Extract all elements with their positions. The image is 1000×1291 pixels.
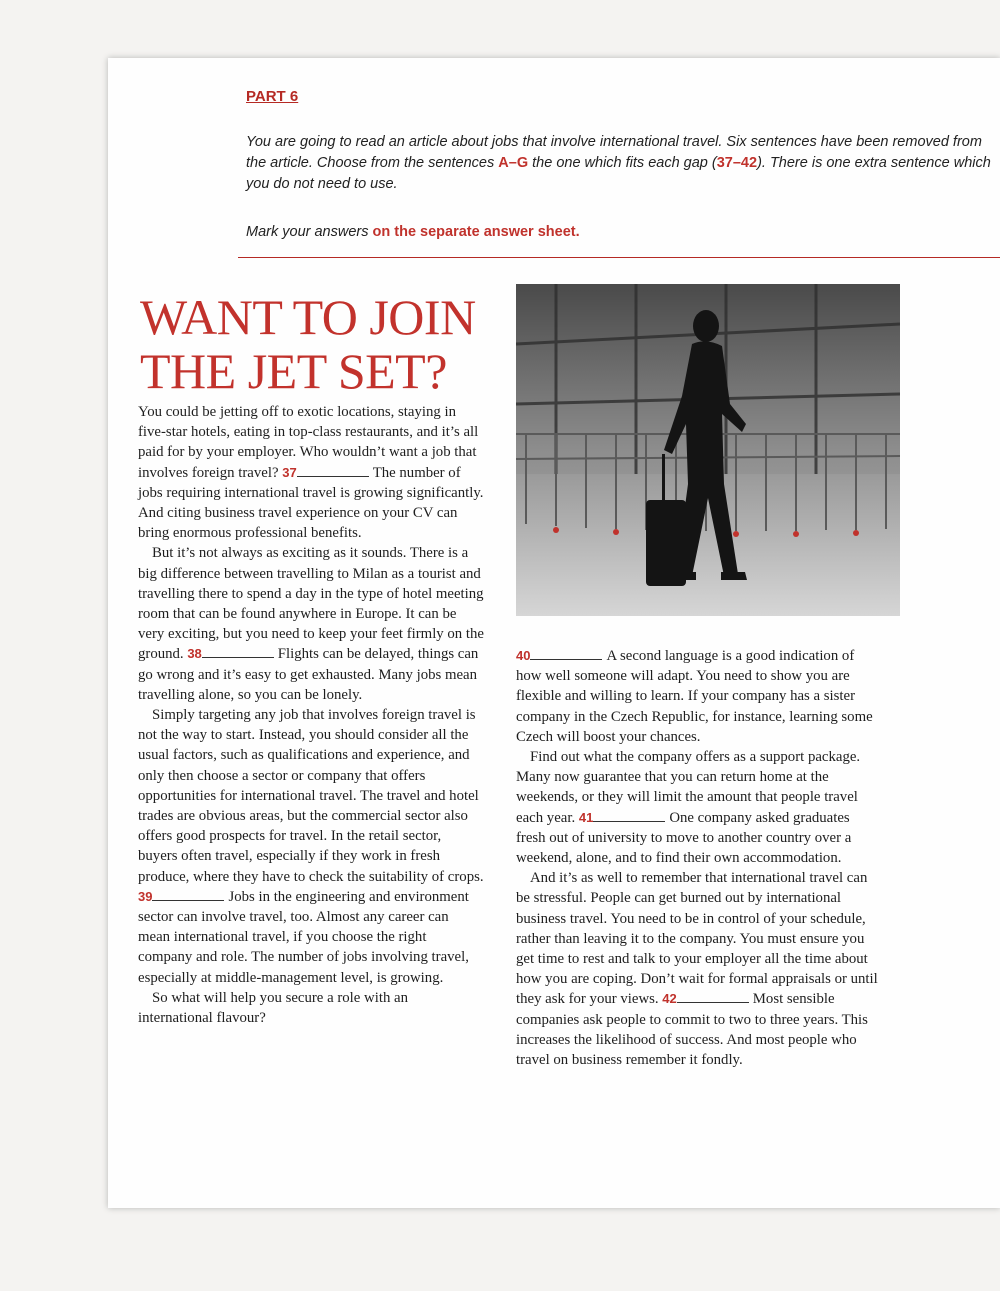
instructions: You are going to read an article about jobs that involve international travel. Six sentences have been removed from the article. Choose from the sentences A–G the one which fits each gap (37–42). There is one extra sentence which you do not need to use. <box>246 134 991 192</box>
gap-42-number: 42 <box>662 991 677 1007</box>
gap-39-number: 39 <box>138 888 153 904</box>
paragraph-4-end: 40 A second language is a good indication of how well someone will adapt. You need to show you are flexible and willing to learn. If your company has a sister company in the Czech Republic, for instance, learning some Czech will boost your chances. <box>516 648 873 745</box>
article-column-right <box>516 646 878 1070</box>
paragraph-2: But it’s not always as exciting as it sounds. There is a big difference between travelling to Milan as a tourist and travelling there to spend a day in the type of hotel meeting room that can be found anywhere in Europe. It can be very exciting, but you need to keep your feet firmly on the ground. 38 Flights can be delayed, things can go wrong and it’s easy to get exhausted. Many jobs mean travelling alone, so you can be lonely. <box>138 545 484 703</box>
gap-37-number: 37 <box>282 464 297 480</box>
gap-40-blank[interactable] <box>530 648 602 660</box>
divider <box>238 257 1000 258</box>
gap-41-blank[interactable] <box>593 810 665 822</box>
mark-instruction: Mark your answers on the separate answer sheet. <box>246 224 580 240</box>
paragraph-1: You could be jetting off to exotic locations, staying in five-star hotels, eating in top-class restaurants, and it’s all paid for by your employer. Who wouldn’t want a job that involves foreign travel? 37 The number of jobs requiring international travel is growing significantly. And citing business travel experience on your CV can bring enormous professional benefits. <box>138 404 484 542</box>
gap-39-blank[interactable] <box>152 889 224 901</box>
businessman-photo <box>516 284 900 616</box>
paragraph-4-start: So what will help you secure a role with an international flavour? <box>138 989 409 1027</box>
gap-38-number: 38 <box>187 646 202 662</box>
gap-38-blank[interactable] <box>202 646 274 658</box>
gap-range: 37–42 <box>716 155 758 171</box>
paragraph-6: And it’s as well to remember that international travel can be stressful. People can get burned out by international business travel. You need to be in control of your schedule, rather than leaving it to the company. You must ensure you get time to rest and talk to your employer all the time about how you are coping. Don’t wait for formal appraisals or until they ask for your views. 42 Most sensible companies ask people to commit to two to three years. This increases the likelihood of success. And most people who travel on business remember it fondly. <box>516 870 878 1069</box>
sentence-range: A–G <box>498 155 529 171</box>
paragraph-3: Simply targeting any job that involves foreign travel is not the way to start. Instead, you should consider all the usual factors, such as qualifications and experience, and only then choose a sector or company that offers opportunities for international travel. The travel and hotel trades are obvious areas, but the commercial sector also offers good prospects for travel. In the retail sector, buyers often travel, especially if they work in fresh produce, where they have to check the suitability of crops. 39 Jobs in the engineering and environment sector can involve travel, too. Almost any career can mean international travel, if you choose the right company and role. The number of jobs involving travel, especially at middle-management level, is growing. <box>138 707 484 986</box>
gap-42-blank[interactable] <box>677 991 749 1003</box>
article-title: WANT TO JOIN THE JET SET? <box>140 289 476 399</box>
gap-37-blank[interactable] <box>297 465 369 477</box>
article-column-left <box>138 402 484 1028</box>
part-heading: PART 6 <box>246 88 299 105</box>
gap-40-number: 40 <box>516 648 531 663</box>
worksheet-page <box>108 58 1000 1208</box>
gap-41-number: 41 <box>578 809 594 825</box>
paragraph-5: Find out what the company offers as a support package. Many now guarantee that you can return home at the weekends, or they will limit the amount that people travel each year. 41 One company asked graduates fresh out of university to move to another country over a weekend, alone, and to find their own accommodation. <box>516 749 861 867</box>
